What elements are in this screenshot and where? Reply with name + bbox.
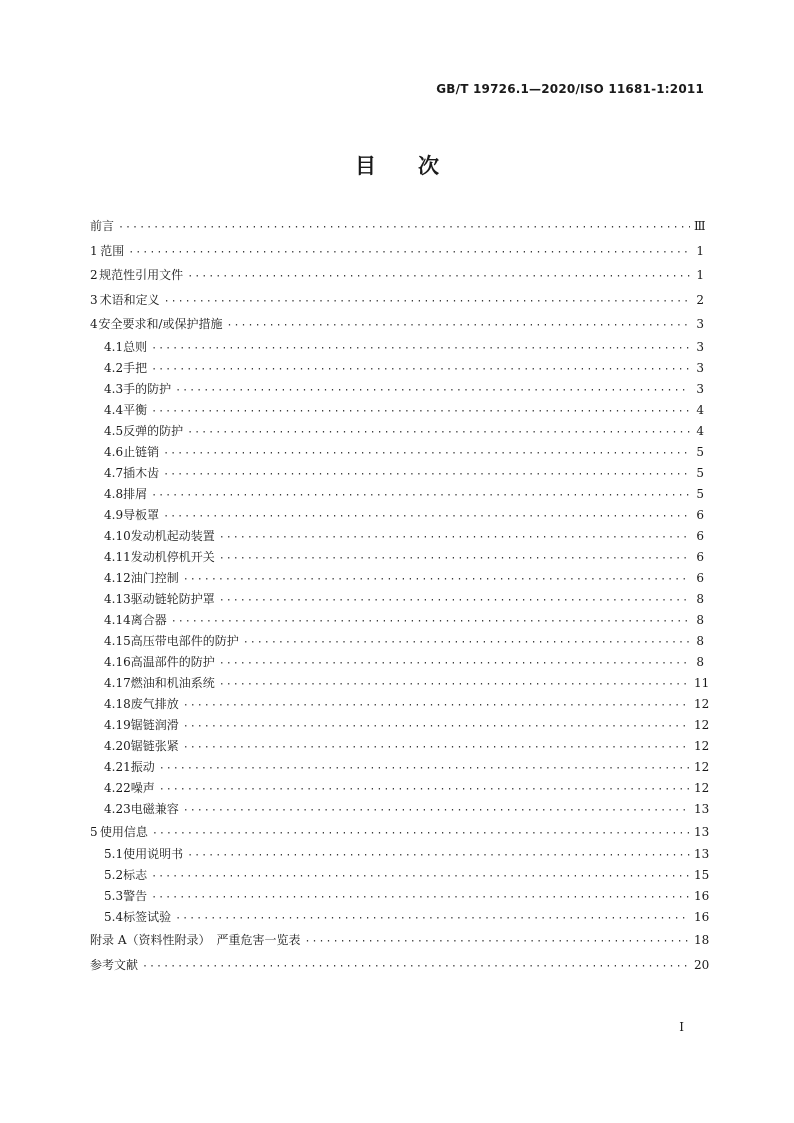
toc-entry-page: 1: [696, 243, 704, 258]
toc-entry[interactable]: [90, 484, 704, 505]
toc-entry[interactable]: [90, 421, 704, 442]
toc-dot-leader: [163, 464, 690, 485]
toc-entry-page: 6: [696, 507, 704, 522]
toc-entry-label: 警告: [123, 889, 148, 903]
toc-entry[interactable]: [90, 694, 710, 715]
toc-entry-number: 4.3: [104, 381, 124, 396]
toc-entry[interactable]: [90, 757, 710, 778]
toc-entry-page: 15: [694, 868, 710, 882]
toc-entry-page: 6: [696, 549, 704, 564]
toc-dot-leader: [219, 527, 690, 548]
toc-entry[interactable]: [90, 820, 710, 845]
toc-entry-number: 4.19: [104, 717, 131, 732]
toc-entry-label: 总则: [123, 339, 148, 354]
toc-entry-label: 燃油和机油系统: [130, 675, 215, 690]
toc-entry-page: 3: [696, 381, 704, 396]
toc-dot-leader: [187, 265, 690, 290]
toc-entry-label: 标志: [123, 868, 148, 882]
toc-dot-leader: [183, 737, 690, 758]
toc-entry-page: 20: [694, 957, 710, 972]
toc-dot-leader: [183, 695, 690, 716]
toc-dot-leader: [175, 908, 690, 929]
toc-entry-page: 12: [694, 738, 710, 753]
toc-entry-number: 4.23: [104, 801, 131, 816]
toc-entry-label: 手把: [123, 360, 148, 375]
toc-entry-label: 使用信息: [99, 824, 148, 839]
toc-entry-label: 反弹的防护: [123, 423, 184, 438]
toc-dot-leader: [219, 674, 690, 695]
toc-entry-page: 5: [696, 486, 704, 501]
toc-entry-page: 4: [696, 423, 704, 438]
toc-entry-number: 4.21: [104, 759, 131, 774]
toc-entry[interactable]: [90, 715, 710, 736]
toc-entry-label: 锯链张紧: [130, 738, 179, 753]
toc-dot-leader: [152, 822, 690, 847]
toc-dot-leader: [151, 338, 690, 359]
toc-entry[interactable]: [90, 400, 704, 421]
toc-entry-label: 前言: [90, 219, 115, 233]
toc-entry-page: 5: [696, 465, 704, 480]
toc-dot-leader: [151, 359, 690, 380]
toc-entry[interactable]: [90, 865, 710, 886]
toc-entry-number: 4.10: [104, 528, 131, 543]
toc-entry-label: 电磁兼容: [130, 801, 179, 816]
toc-entry[interactable]: [90, 358, 704, 379]
toc-dot-leader: [187, 422, 690, 443]
toc-entry[interactable]: [90, 505, 704, 526]
standard-code-header: GB/T 19726.1—2020/ISO 11681-1:2011: [436, 82, 704, 96]
toc-entry-page: 13: [694, 847, 710, 861]
toc-dot-leader: [151, 485, 690, 506]
toc-entry[interactable]: [90, 589, 704, 610]
toc-entry[interactable]: [90, 442, 704, 463]
toc-entry-label: 附录 A（资料性附录） 严重危害一览表: [90, 933, 301, 947]
toc-entry-number: 4.6: [104, 444, 124, 459]
toc-entry-label: 平衡: [123, 402, 148, 417]
toc-entry-number: 4.22: [104, 780, 131, 795]
toc-dot-leader: [151, 887, 690, 908]
toc-entry-label: 标签试验: [123, 910, 172, 924]
toc-entry-number: 2: [90, 268, 98, 282]
toc-entry[interactable]: [90, 463, 704, 484]
toc-entry-label: 高压带电部件的防护: [130, 633, 239, 648]
toc-entry-number: 5.3: [104, 889, 124, 903]
toc-entry[interactable]: [90, 799, 710, 820]
toc-entry-number: 4.9: [104, 507, 124, 522]
toc-dot-leader: [151, 401, 690, 422]
toc-entry[interactable]: [90, 288, 704, 313]
toc-entry-number: 4.18: [104, 696, 131, 711]
toc-entry-page: 5: [696, 444, 704, 459]
toc-entry-number: 4.13: [104, 591, 131, 606]
toc-entry[interactable]: [90, 610, 704, 631]
toc-dot-leader: [164, 290, 690, 315]
toc-entry[interactable]: [90, 631, 704, 652]
toc-dot-leader: [175, 380, 690, 401]
toc-entry[interactable]: [90, 214, 704, 239]
toc-entry-number: 4.17: [104, 675, 131, 690]
toc-entry[interactable]: [90, 673, 710, 694]
toc-entry[interactable]: [90, 337, 704, 358]
toc-dot-leader: [183, 716, 690, 737]
toc-entry-page: 8: [696, 633, 704, 648]
toc-entry[interactable]: [90, 652, 704, 673]
toc-entry-label: 导板罩: [123, 507, 160, 522]
toc-entry[interactable]: [90, 239, 704, 264]
toc-entry-number: 4.2: [104, 360, 124, 375]
toc-entry-label: 驱动链轮防护罩: [130, 591, 215, 606]
toc-entry-number: 5.2: [104, 868, 124, 882]
toc-entry-page: 6: [696, 528, 704, 543]
toc-entry-number: 4.8: [104, 486, 124, 501]
toc-entry-number: 4.7: [104, 465, 124, 480]
toc-dot-leader: [171, 611, 690, 632]
toc-entry-label: 规范性引用文件: [99, 268, 184, 282]
toc-entry-label: 术语和定义: [99, 292, 160, 307]
toc-dot-leader: [163, 506, 690, 527]
toc-entry-page: 6: [696, 570, 704, 585]
toc-entry-page: 13: [694, 801, 710, 816]
toc-entry-label: 噪声: [130, 780, 155, 795]
toc-entry-page: 11: [694, 675, 710, 690]
toc-entry-page: 12: [694, 696, 710, 711]
toc-dot-leader: [159, 758, 690, 779]
page-number: I: [679, 1020, 684, 1034]
table-of-contents: [90, 214, 710, 977]
toc-entry-page: 3: [696, 339, 704, 354]
toc-dot-leader: [159, 779, 690, 800]
toc-entry-label: 安全要求和/或保护措施: [98, 317, 223, 331]
toc-entry-number: 4.11: [104, 549, 131, 564]
toc-entry-label: 高温部件的防护: [130, 654, 215, 669]
toc-entry-page: 3: [696, 317, 704, 331]
toc-dot-leader: [227, 314, 691, 339]
toc-entry-number: 4.15: [104, 633, 131, 648]
toc-entry-label: 手的防护: [123, 381, 172, 396]
toc-dot-leader: [304, 930, 690, 955]
toc-entry-number: 4.4: [104, 402, 124, 417]
toc-dot-leader: [187, 845, 690, 866]
toc-entry-label: 参考文献: [90, 957, 139, 972]
toc-entry-number: 4: [90, 317, 98, 331]
toc-entry-number: 4.20: [104, 738, 131, 753]
toc-dot-leader: [151, 866, 690, 887]
toc-entry-number: 4.1: [104, 339, 124, 354]
toc-entry[interactable]: [90, 547, 704, 568]
toc-entry-label: 插木齿: [123, 465, 160, 480]
toc-entry-page: 8: [696, 591, 704, 606]
toc-entry[interactable]: [90, 263, 704, 288]
toc-entry-page: 2: [696, 292, 704, 307]
toc-dot-leader: [219, 548, 690, 569]
toc-dot-leader: [142, 955, 690, 980]
toc-entry[interactable]: [90, 844, 710, 865]
toc-entry-label: 发动机起动装置: [130, 528, 215, 543]
toc-entry-number: 4.14: [104, 612, 131, 627]
toc-entry-label: 废气排放: [130, 696, 179, 711]
toc-dot-leader: [183, 569, 690, 590]
toc-entry-page: 13: [694, 824, 710, 839]
toc-entry[interactable]: [90, 907, 710, 928]
toc-entry[interactable]: [90, 379, 704, 400]
toc-entry-page: 18: [694, 933, 710, 947]
toc-entry-number: 4.12: [104, 570, 131, 585]
toc-entry[interactable]: [90, 568, 704, 589]
toc-entry-number: 5.4: [104, 910, 124, 924]
toc-entry-page: 16: [694, 910, 710, 924]
toc-entry-page: 12: [694, 759, 710, 774]
page-title: 目 次: [355, 154, 439, 178]
toc-entry-label: 范围: [100, 243, 125, 258]
toc-entry-page: 12: [694, 717, 710, 732]
toc-entry-number: 5: [90, 824, 98, 839]
toc-entry[interactable]: [90, 778, 710, 799]
toc-entry-page: 16: [694, 889, 710, 903]
toc-entry-number: 1: [90, 243, 98, 258]
toc-entry-label: 振动: [130, 759, 155, 774]
toc-entry[interactable]: [90, 886, 710, 907]
toc-entry-label: 锯链润滑: [130, 717, 179, 732]
toc-entry-page: 1: [696, 268, 704, 282]
toc-dot-leader: [219, 653, 690, 674]
toc-entry-page: 8: [696, 612, 704, 627]
toc-entry-number: 4.5: [104, 423, 124, 438]
toc-entry[interactable]: [90, 928, 710, 953]
toc-dot-leader: [243, 632, 690, 653]
toc-entry-page: 12: [694, 780, 710, 795]
toc-entry[interactable]: [90, 736, 710, 757]
toc-dot-leader: [163, 443, 690, 464]
toc-entry-number: 4.16: [104, 654, 131, 669]
toc-entry-page: 3: [696, 360, 704, 375]
toc-dot-leader: [219, 590, 690, 611]
toc-entry-page: Ⅲ: [694, 219, 706, 233]
toc-entry[interactable]: [90, 312, 704, 337]
toc-entry-number: 3: [90, 292, 98, 307]
toc-entry[interactable]: [90, 953, 710, 978]
toc-entry-label: 发动机停机开关: [130, 549, 215, 564]
toc-entry-label: 排屑: [123, 486, 148, 501]
toc-entry[interactable]: [90, 526, 704, 547]
toc-entry-page: 8: [696, 654, 704, 669]
toc-entry-label: 油门控制: [130, 570, 179, 585]
toc-dot-leader: [118, 216, 690, 241]
toc-dot-leader: [128, 241, 690, 266]
toc-entry-number: 5.1: [104, 847, 124, 861]
toc-entry-page: 4: [696, 402, 704, 417]
toc-entry-label: 止链销: [123, 444, 160, 459]
toc-entry-label: 离合器: [130, 612, 167, 627]
toc-entry-label: 使用说明书: [123, 847, 184, 861]
toc-dot-leader: [183, 800, 690, 821]
